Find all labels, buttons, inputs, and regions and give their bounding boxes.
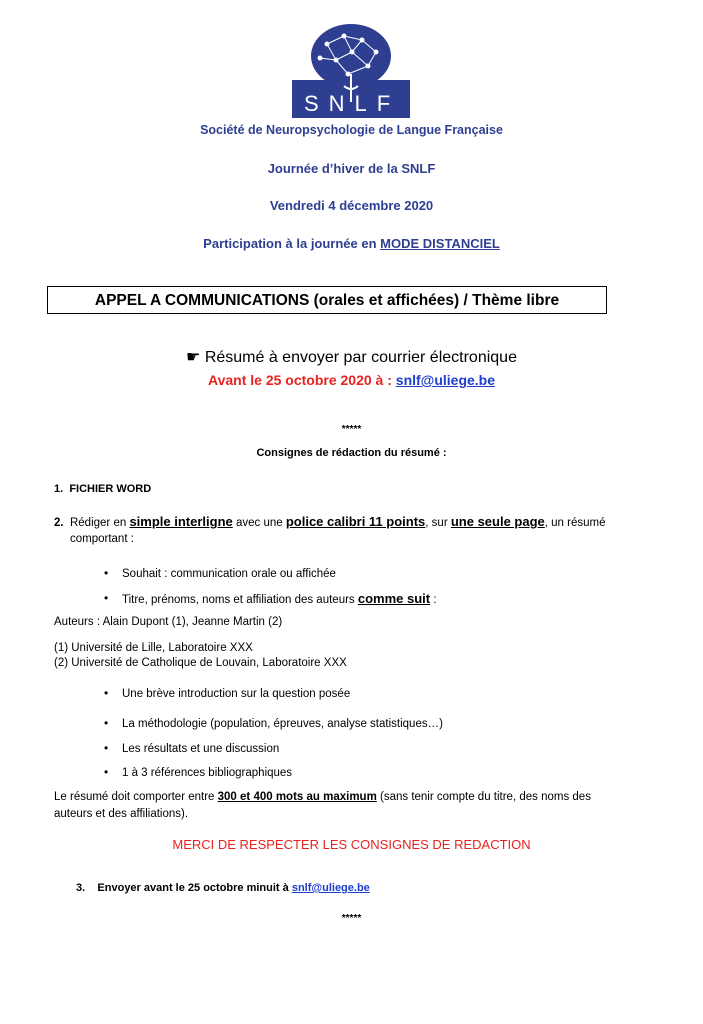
affiliation-2: (2) Université de Catholique de Louvain, Laboratoire XXX xyxy=(54,657,347,669)
bullet-icon: • xyxy=(104,765,109,779)
event-title: Journée d’hiver de la SNLF xyxy=(267,161,436,176)
pointing-hand-icon: ☛ xyxy=(186,349,201,366)
submission-deadline xyxy=(0,372,703,388)
step-2-text-4: , un résumé xyxy=(544,517,606,529)
step-2-text-1: Rédiger en xyxy=(69,517,130,529)
list-item xyxy=(122,591,437,608)
warning-text: MERCI DE RESPECTER LES CONSIGNES DE REDACTION xyxy=(172,837,531,852)
submission-title-text: Résumé à envoyer par courrier électronique xyxy=(204,349,517,366)
organization-name: Société de Neuropsychologie de Langue Française xyxy=(200,123,503,137)
step-1 xyxy=(54,481,151,497)
snlf-logo xyxy=(292,22,410,118)
bullet-icon: • xyxy=(104,591,109,605)
submission-title xyxy=(0,347,703,367)
participation-mode xyxy=(0,236,703,251)
separator-top: ***** xyxy=(341,424,362,435)
list-item: Souhait : communication orale ou affichée xyxy=(122,568,336,580)
authors-line: Auteurs : Alain Dupont (1), Jeanne Martin (2) xyxy=(54,616,283,628)
call-for-papers-box: APPEL A COMMUNICATIONS (orales et affichées) / Thème libre xyxy=(47,286,607,314)
step-2 xyxy=(54,514,654,531)
length-note xyxy=(54,789,674,805)
list-item-tail: : xyxy=(430,594,437,606)
email-link[interactable]: snlf@uliege.be xyxy=(291,882,370,894)
bullet-icon: • xyxy=(104,686,109,700)
event-date: Vendredi 4 décembre 2020 xyxy=(269,198,434,213)
step-2-line-2: comportant : xyxy=(70,533,134,545)
list-item: Les résultats et une discussion xyxy=(122,743,280,755)
step-3 xyxy=(76,882,370,894)
length-note-text-1: Le résumé doit comporter entre xyxy=(54,791,218,803)
svg-text:SNLF: SNLF xyxy=(304,91,401,116)
comme-suit: comme suit xyxy=(357,591,431,606)
mode-distanciel: MODE DISTANCIEL xyxy=(380,236,500,251)
affiliation-1: (1) Université de Lille, Laboratoire XXX xyxy=(54,642,253,654)
step-2-text-2: avec une xyxy=(232,517,286,529)
bullet-icon: • xyxy=(104,741,109,755)
deadline-text: Avant le 25 octobre 2020 à : xyxy=(207,372,396,388)
police-calibri: police calibri 11 points xyxy=(285,514,426,529)
instructions-title: Consignes de rédaction du résumé : xyxy=(256,447,447,459)
step-3-number: 3. xyxy=(76,882,86,894)
step-1-text: FICHIER WORD xyxy=(69,483,152,495)
email-link[interactable]: snlf@uliege.be xyxy=(395,372,496,388)
participation-prefix: Participation à la journée en xyxy=(203,236,381,251)
list-item-text: Titre, prénoms, noms et affiliation des auteurs xyxy=(122,594,358,606)
step-2-text-3: , sur xyxy=(425,517,451,529)
length-note-line-2: auteurs et des affiliations). xyxy=(54,808,189,820)
une-seule-page: une seule page xyxy=(450,514,545,529)
word-limit: 300 et 400 mots au maximum xyxy=(217,791,377,803)
separator-bottom: ***** xyxy=(341,913,362,924)
list-item: 1 à 3 références bibliographiques xyxy=(122,767,293,779)
step-1-number: 1. xyxy=(54,483,64,495)
step-3-text: Envoyer avant le 25 octobre minuit à xyxy=(97,882,292,894)
list-item: Une brève introduction sur la question posée xyxy=(122,688,351,700)
bullet-icon: • xyxy=(104,716,109,730)
bullet-icon: • xyxy=(104,566,109,580)
simple-interligne: simple interligne xyxy=(129,514,233,529)
step-2-number: 2. xyxy=(54,517,64,529)
list-item: La méthodologie (population, épreuves, analyse statistiques…) xyxy=(122,718,443,730)
length-note-text-2: (sans tenir compte du titre, des noms des xyxy=(376,791,591,803)
